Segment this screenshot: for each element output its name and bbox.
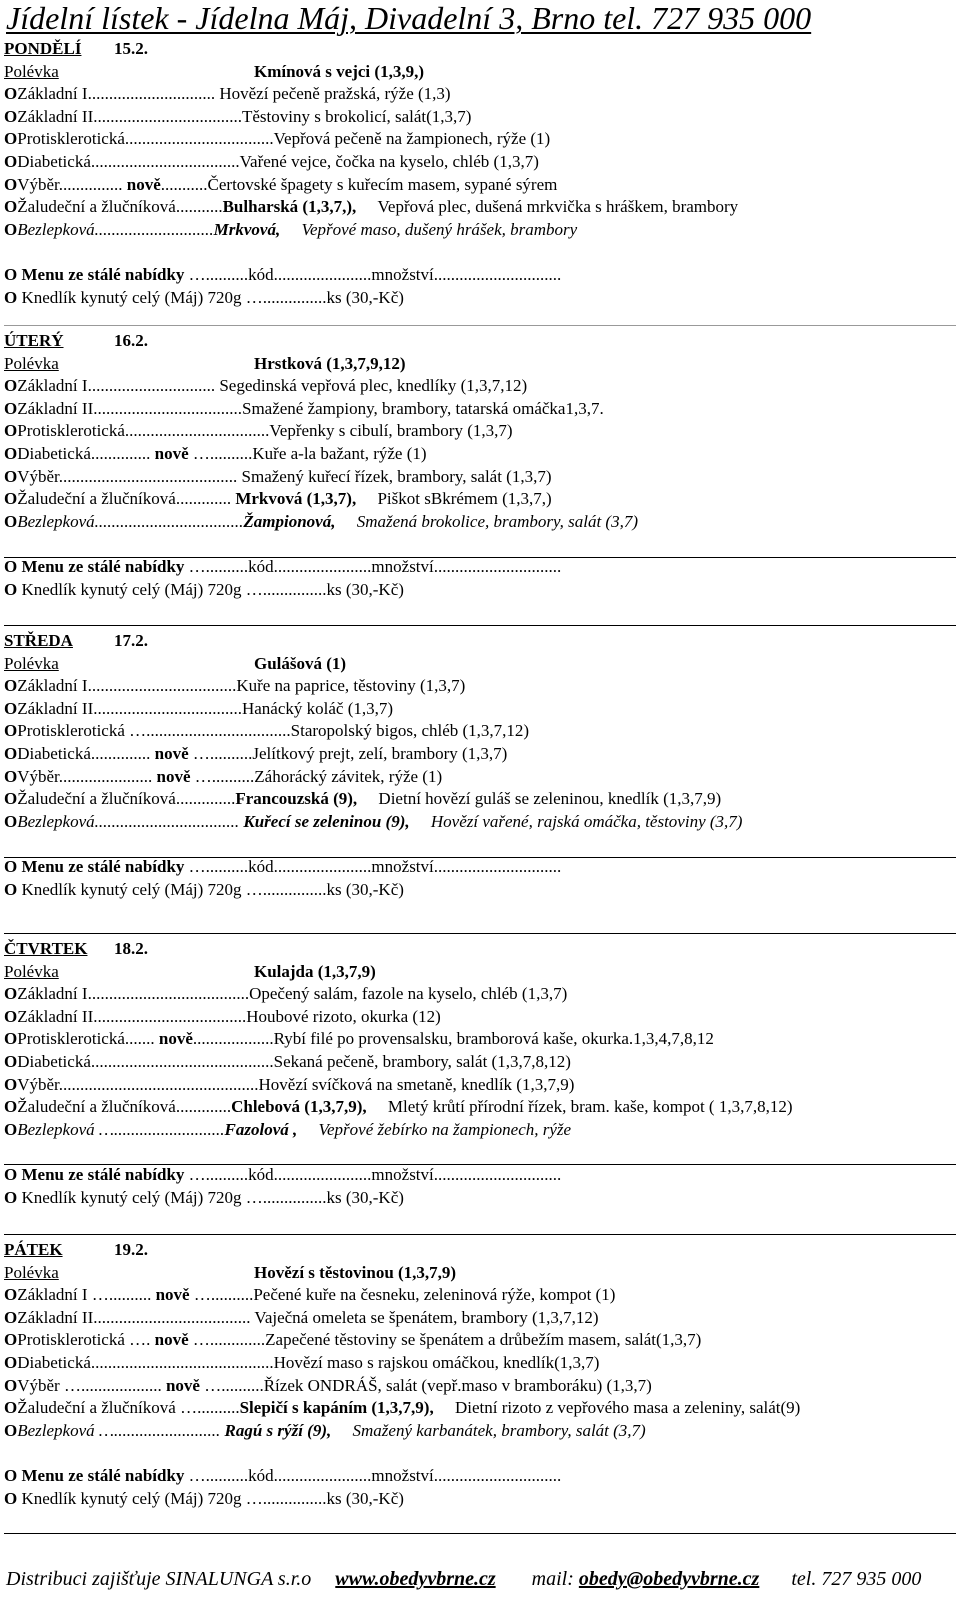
order-checkbox[interactable]: O xyxy=(4,879,18,899)
soup-name: Gulášová (1) xyxy=(254,653,347,673)
dish-name: Vaječná omeleta se špenátem, brambory (1,3,7,12) xyxy=(254,1307,599,1327)
footer-distributor: Distribuci zajišťuje SINALUNGA s.r.o xyxy=(6,1568,312,1590)
dots: ….......... xyxy=(188,743,253,763)
soup-name: Hovězí s těstovinou (1,3,7,9) xyxy=(254,1262,457,1282)
standard-menu-label: Menu ze stálé nabídky xyxy=(21,856,185,876)
day-section xyxy=(4,1239,956,1510)
soup-of-diet: Francouzská (9), xyxy=(235,789,358,809)
menu-category: Diabetická.............. xyxy=(17,743,155,763)
menu-item-row xyxy=(4,151,956,174)
menu-category: Protisklerotická................................... xyxy=(17,129,274,149)
knedlik-text: Knedlík kynutý celý (Máj) 720g …...............ks (30,-Kč) xyxy=(21,1488,404,1508)
spacer xyxy=(4,833,956,856)
day-name: ČTVRTEK xyxy=(4,939,88,958)
new-badge: nově xyxy=(165,1375,200,1395)
dish-name: Smažená brokolice, brambory, salát (3,7) xyxy=(356,511,638,531)
day-date: 15.2. xyxy=(114,39,148,58)
order-checkbox[interactable]: O xyxy=(4,264,18,284)
spacer xyxy=(4,1141,956,1164)
menu-item-row xyxy=(4,83,956,106)
day-heading xyxy=(4,330,956,353)
menu-category: Základní II.................................... xyxy=(17,1006,247,1026)
divider xyxy=(4,933,956,934)
dots: ….......... xyxy=(190,766,255,786)
dish-name: Hovězí maso s rajskou omáčkou, knedlík(1,3,7) xyxy=(273,1352,600,1372)
order-checkbox[interactable]: O xyxy=(4,556,18,576)
standard-menu-label: Menu ze stálé nabídky xyxy=(21,556,185,576)
dish-name: Vepřová plec, dušená mrkvička s hráškem, brambory xyxy=(377,197,739,217)
order-checkbox[interactable]: O xyxy=(4,579,18,599)
order-checkbox[interactable]: O xyxy=(4,84,18,104)
standard-menu-row xyxy=(4,1465,956,1488)
day-heading xyxy=(4,630,956,653)
standard-menu-label: Menu ze stálé nabídky xyxy=(21,264,185,284)
order-checkbox[interactable]: O xyxy=(4,1488,18,1508)
menu-category: Žaludeční a žlučníková........... xyxy=(17,197,223,217)
new-badge: nově xyxy=(126,174,161,194)
order-checkbox[interactable]: O xyxy=(4,129,18,149)
spacer xyxy=(4,533,956,556)
footer-phone: tel. 727 935 000 xyxy=(791,1568,922,1590)
order-checkbox[interactable]: O xyxy=(4,1352,18,1372)
order-checkbox[interactable]: O xyxy=(4,676,18,696)
standard-menu-fields: …..........kód.......................množství.............................. xyxy=(184,856,562,876)
dish-name: Vepřenky s cibulí, brambory (1,3,7) xyxy=(269,421,513,441)
order-checkbox[interactable]: O xyxy=(4,721,18,741)
knedlik-text: Knedlík kynutý celý (Máj) 720g …...............ks (30,-Kč) xyxy=(21,579,404,599)
menu-item-row xyxy=(4,375,956,398)
menu-item-row xyxy=(4,1028,956,1051)
menu-category: Výběr...................... xyxy=(17,766,157,786)
divider xyxy=(4,325,956,326)
knedlik-row xyxy=(4,287,956,310)
dots: ................... xyxy=(192,1029,274,1049)
divider xyxy=(4,625,956,626)
dish-name: Staropolský bigos, chléb (1,3,7,12) xyxy=(290,721,530,741)
standard-menu-fields: …..........kód.......................množství.............................. xyxy=(184,264,562,284)
soup-row xyxy=(4,61,956,84)
order-checkbox[interactable]: O xyxy=(4,856,18,876)
order-checkbox[interactable]: O xyxy=(4,766,18,786)
dish-name: Smažený kuřecí řízek, brambory, salát (1,3,7) xyxy=(241,466,552,486)
menu-item-row xyxy=(4,1284,956,1307)
order-checkbox[interactable]: O xyxy=(4,1465,18,1485)
menu-category: Základní II................................... xyxy=(17,106,242,126)
order-checkbox[interactable]: O xyxy=(4,287,18,307)
dish-name: Vepřové maso, dušený hrášek, brambory xyxy=(301,219,578,239)
soup-row xyxy=(4,353,956,376)
menu-item-row xyxy=(4,219,956,242)
order-checkbox[interactable]: O xyxy=(4,511,18,531)
standard-menu-fields: …..........kód.......................množství.............................. xyxy=(184,1164,562,1184)
dish-name: Čertovské špagety s kuřecím masem, sypané sýrem xyxy=(207,174,558,194)
order-checkbox[interactable]: O xyxy=(4,1006,18,1026)
order-checkbox[interactable]: O xyxy=(4,1164,18,1184)
dish-name: Pečené kuře na česneku, zeleninová rýže, kompot (1) xyxy=(253,1285,616,1305)
day-section xyxy=(4,330,956,601)
menu-item-row xyxy=(4,398,956,421)
menu-category: Bezlepková................................... xyxy=(17,511,244,531)
menu-item-row xyxy=(4,811,956,834)
menu-category: Protisklerotická ….................................. xyxy=(17,721,291,741)
dish-name: Těstoviny s brokolicí, salát(1,3,7) xyxy=(241,106,472,126)
dots: ….......... xyxy=(188,443,253,463)
knedlik-row xyxy=(4,1187,956,1210)
menu-item-row xyxy=(4,1397,956,1420)
standard-menu-fields: …..........kód.......................množství.............................. xyxy=(184,556,562,576)
soup-of-diet: Mrkvová (1,3,7), xyxy=(235,489,357,509)
order-checkbox[interactable]: O xyxy=(4,443,18,463)
menu-item-row xyxy=(4,788,956,811)
order-checkbox[interactable]: O xyxy=(4,398,18,418)
order-checkbox[interactable]: O xyxy=(4,698,18,718)
day-name: STŘEDA xyxy=(4,631,73,650)
menu-category: Bezlepková ….......................... xyxy=(17,1119,225,1139)
soup-name: Kmínová s vejci (1,3,9,) xyxy=(254,61,424,81)
new-badge: nově xyxy=(154,743,189,763)
footer xyxy=(6,1566,956,1592)
footer-web-link[interactable]: www.obedyvbrne.cz xyxy=(335,1568,496,1590)
standard-menu-fields: …..........kód.......................množství.............................. xyxy=(184,1465,562,1485)
menu-item-row xyxy=(4,1074,956,1097)
order-checkbox[interactable]: O xyxy=(4,1097,18,1117)
menu-item-row xyxy=(4,1352,956,1375)
dish-name: Vařené vejce, čočka na kyselo, chléb (1,3,7) xyxy=(239,151,539,171)
soup-label: Polévka xyxy=(4,1262,59,1282)
order-checkbox[interactable]: O xyxy=(4,376,18,396)
soup-of-diet: Slepičí s kapáním (1,3,7,9), xyxy=(239,1398,434,1418)
day-date: 18.2. xyxy=(114,939,148,958)
menu-item-row xyxy=(4,174,956,197)
order-checkbox[interactable]: O xyxy=(4,219,18,239)
day-heading xyxy=(4,938,956,961)
order-checkbox[interactable]: O xyxy=(4,489,18,509)
dish-name: Hanácký koláč (1,3,7) xyxy=(241,698,394,718)
menu-category: Výběr............... xyxy=(17,174,123,194)
menu-item-row xyxy=(4,106,956,129)
dish-name: Dietní hovězí guláš se zeleninou, knedlík (1,3,7,9) xyxy=(378,789,722,809)
order-checkbox[interactable]: O xyxy=(4,1398,18,1418)
divider xyxy=(4,1533,956,1534)
dots: ….......... xyxy=(199,1375,264,1395)
menu-category: Základní I................................... xyxy=(17,676,237,696)
menu-category: Diabetická.............. xyxy=(17,443,155,463)
divider xyxy=(4,1164,956,1165)
order-checkbox[interactable]: O xyxy=(4,743,18,763)
menu-item-row xyxy=(4,1375,956,1398)
menu-category: Diabetická................................... xyxy=(17,151,240,171)
menu-category: Základní II..................................... xyxy=(17,1307,255,1327)
menu-category: Žaludeční a žlučníková............. xyxy=(17,1097,232,1117)
day-name: PONDĚLÍ xyxy=(4,39,82,58)
order-checkbox[interactable]: O xyxy=(4,1187,18,1207)
menu-item-row xyxy=(4,420,956,443)
order-checkbox[interactable]: O xyxy=(4,1420,18,1440)
menu-category: Základní I ….......... xyxy=(17,1285,152,1305)
new-badge: nově xyxy=(154,443,189,463)
soup-row xyxy=(4,1262,956,1285)
day-section xyxy=(4,938,956,1209)
standard-menu-label: Menu ze stálé nabídky xyxy=(21,1164,185,1184)
menu-category: Protisklerotická....... xyxy=(17,1029,155,1049)
day-heading xyxy=(4,1239,956,1262)
footer-email-link[interactable]: obedy@obedyvbrne.cz xyxy=(578,1568,760,1590)
order-checkbox[interactable]: O xyxy=(4,984,18,1004)
menu-item-row xyxy=(4,1307,956,1330)
menu-category: Diabetická........................................... xyxy=(17,1352,274,1372)
menu-category: Základní I.............................. xyxy=(17,376,220,396)
knedlik-text: Knedlík kynutý celý (Máj) 720g …...............ks (30,-Kč) xyxy=(21,287,404,307)
knedlik-text: Knedlík kynutý celý (Máj) 720g …...............ks (30,-Kč) xyxy=(21,1187,404,1207)
order-checkbox[interactable]: O xyxy=(4,466,18,486)
dish-name: Smažené žampiony, brambory, tatarská omáčka1,3,7. xyxy=(241,398,604,418)
menu-category: Výběr …................... xyxy=(17,1375,162,1395)
menu-category: Diabetická........................................... xyxy=(17,1051,274,1071)
menu-item-row xyxy=(4,1329,956,1352)
knedlik-row xyxy=(4,879,956,902)
menu-item-row xyxy=(4,466,956,489)
menu-category: Protisklerotická …. xyxy=(17,1330,151,1350)
day-date: 19.2. xyxy=(114,1240,148,1259)
menu-item-row xyxy=(4,1006,956,1029)
menu-category: Základní II................................... xyxy=(17,698,242,718)
menu-category: Základní I...................................... xyxy=(17,984,250,1004)
order-checkbox[interactable]: O xyxy=(4,174,18,194)
page-title: Jídelní lístek - Jídelna Máj, Divadelní 3, Brno tel. 727 935 000 xyxy=(6,0,812,36)
soup-row xyxy=(4,961,956,984)
dish-name: Opečený salám, fazole na kyselo, chléb (1,3,7) xyxy=(249,984,568,1004)
order-checkbox[interactable]: O xyxy=(4,1330,18,1350)
dish-name: Záhorácký závitek, rýže (1) xyxy=(254,766,443,786)
standard-menu-row xyxy=(4,1164,956,1187)
menu-category: Bezlepková............................ xyxy=(17,219,214,239)
soup-label: Polévka xyxy=(4,653,59,673)
menu-category: Žaludeční a žlučníková ….......... xyxy=(17,1398,240,1418)
dish-name: Houbové rizoto, okurka (12) xyxy=(246,1006,441,1026)
menu-item-row xyxy=(4,128,956,151)
menu-item-row xyxy=(4,766,956,789)
menu-category: Žaludeční a žlučníková.............. xyxy=(17,789,236,809)
day-section xyxy=(4,630,956,901)
dish-name: Segedinská vepřová plec, knedlíky (1,3,7,12) xyxy=(219,376,528,396)
order-checkbox[interactable]: O xyxy=(4,421,18,441)
soup-row xyxy=(4,653,956,676)
day-name: ÚTERÝ xyxy=(4,331,64,350)
dish-name: Mletý krůtí přírodní řízek, bram. kaše, kompot ( 1,3,7,8,12) xyxy=(387,1097,793,1117)
soup-of-diet: Mrkvová, xyxy=(213,219,281,239)
dots: …............. xyxy=(188,1330,266,1350)
order-checkbox[interactable]: O xyxy=(4,1375,18,1395)
divider xyxy=(4,557,956,558)
menu-category: Bezlepková …......................... xyxy=(17,1420,225,1440)
menu-category: Základní II................................... xyxy=(17,398,242,418)
order-checkbox[interactable]: O xyxy=(4,1029,18,1049)
soup-of-diet: Bulharská (1,3,7,), xyxy=(222,197,357,217)
dish-name: Vepřové žebírko na žampionech, rýže xyxy=(318,1119,572,1139)
dish-name: Řízek ONDRÁŠ, salát (vepř.maso v bramboráku) (1,3,7) xyxy=(263,1375,652,1395)
dish-name: Zapečené těstoviny se špenátem a drůbežím masem, salát(1,3,7) xyxy=(265,1330,702,1350)
order-checkbox[interactable]: O xyxy=(4,1074,18,1094)
menu-item-row xyxy=(4,1119,956,1142)
menu-item-row xyxy=(4,1420,956,1443)
divider xyxy=(4,1234,956,1235)
day-heading xyxy=(4,38,956,61)
menu-item-row xyxy=(4,1096,956,1119)
soup-of-diet: Fazolová , xyxy=(224,1119,298,1139)
divider xyxy=(4,857,956,858)
soup-of-diet: Ragú s rýží (9), xyxy=(224,1420,332,1440)
dish-name: Jelítkový prejt, zelí, brambory (1,3,7) xyxy=(252,743,508,763)
order-checkbox[interactable]: O xyxy=(4,1307,18,1327)
new-badge: nově xyxy=(156,766,191,786)
day-date: 16.2. xyxy=(114,331,148,350)
dish-name: Rybí filé po provensalsku, bramborová kaše, okurka.1,3,4,7,8,12 xyxy=(273,1029,714,1049)
dots: ........... xyxy=(160,174,208,194)
dish-name: Hovězí svíčková na smetaně, knedlík (1,3,7,9) xyxy=(258,1074,575,1094)
spacer xyxy=(4,241,956,264)
soup-of-diet: Chlebová (1,3,7,9), xyxy=(231,1097,367,1117)
dish-name: Piškot sBkrémem (1,3,7,) xyxy=(377,489,552,509)
menu-item-row xyxy=(4,983,956,1006)
order-checkbox[interactable]: O xyxy=(4,151,18,171)
dish-name: Hovězí pečeně pražská, rýže (1,3) xyxy=(219,84,451,104)
standard-menu-row xyxy=(4,856,956,879)
menu-category: Výběr............................................... xyxy=(17,1074,259,1094)
dish-name: Hovězí vařené, rajská omáčka, těstoviny (3,7) xyxy=(430,811,743,831)
spacer xyxy=(4,1442,956,1465)
footer-mail-label: mail: xyxy=(531,1568,574,1590)
menu-category: Žaludeční a žlučníková............. xyxy=(17,489,236,509)
day-date: 17.2. xyxy=(114,631,148,650)
dish-name: Dietní rizoto z vepřového masa a zeleniny, salát(9) xyxy=(454,1398,801,1418)
dish-name: Vepřová pečeně na žampionech, rýže (1) xyxy=(273,129,551,149)
order-checkbox[interactable]: O xyxy=(4,789,18,809)
new-badge: nově xyxy=(158,1029,193,1049)
soup-of-diet: Žampionová, xyxy=(243,511,336,531)
order-checkbox[interactable]: O xyxy=(4,811,18,831)
dish-name: Smažený karbanátek, brambory, salát (3,7) xyxy=(352,1420,646,1440)
day-section xyxy=(4,38,956,309)
menu-item-row xyxy=(4,443,956,466)
soup-name: Kulajda (1,3,7,9) xyxy=(254,961,376,981)
menu-category: Bezlepková.................................. xyxy=(17,811,244,831)
soup-name: Hrstková (1,3,7,9,12) xyxy=(254,353,406,373)
dish-name: Kuře a-la bažant, rýže (1) xyxy=(252,443,427,463)
order-checkbox[interactable]: O xyxy=(4,197,18,217)
menu-item-row xyxy=(4,675,956,698)
menu-category: Výběr.......................................... xyxy=(17,466,242,486)
knedlik-text: Knedlík kynutý celý (Máj) 720g …...............ks (30,-Kč) xyxy=(21,879,404,899)
dish-name: Sekaná pečeně, brambory, salát (1,3,7,8,12) xyxy=(273,1051,571,1071)
knedlik-row xyxy=(4,1488,956,1511)
menu-item-row xyxy=(4,196,956,219)
knedlik-row xyxy=(4,579,956,602)
menu-item-row xyxy=(4,698,956,721)
soup-of-diet: Kuřecí se zeleninou (9), xyxy=(243,811,410,831)
standard-menu-row xyxy=(4,264,956,287)
menu-item-row xyxy=(4,488,956,511)
menu-category: Základní I.............................. xyxy=(17,84,220,104)
soup-label: Polévka xyxy=(4,961,59,981)
menu-item-row xyxy=(4,743,956,766)
menu-item-row xyxy=(4,720,956,743)
menu-item-row xyxy=(4,1051,956,1074)
order-checkbox[interactable]: O xyxy=(4,1119,18,1139)
order-checkbox[interactable]: O xyxy=(4,1285,18,1305)
standard-menu-row xyxy=(4,556,956,579)
dots: ….......... xyxy=(189,1285,254,1305)
day-name: PÁTEK xyxy=(4,1240,63,1259)
soup-label: Polévka xyxy=(4,353,59,373)
menu-category: Protisklerotická.................................. xyxy=(17,421,270,441)
standard-menu-label: Menu ze stálé nabídky xyxy=(21,1465,185,1485)
order-checkbox[interactable]: O xyxy=(4,106,18,126)
menu-item-row xyxy=(4,511,956,534)
new-badge: nově xyxy=(154,1330,189,1350)
new-badge: nově xyxy=(155,1285,190,1305)
soup-label: Polévka xyxy=(4,61,59,81)
order-checkbox[interactable]: O xyxy=(4,1051,18,1071)
dish-name: Kuře na paprice, těstoviny (1,3,7) xyxy=(236,676,466,696)
